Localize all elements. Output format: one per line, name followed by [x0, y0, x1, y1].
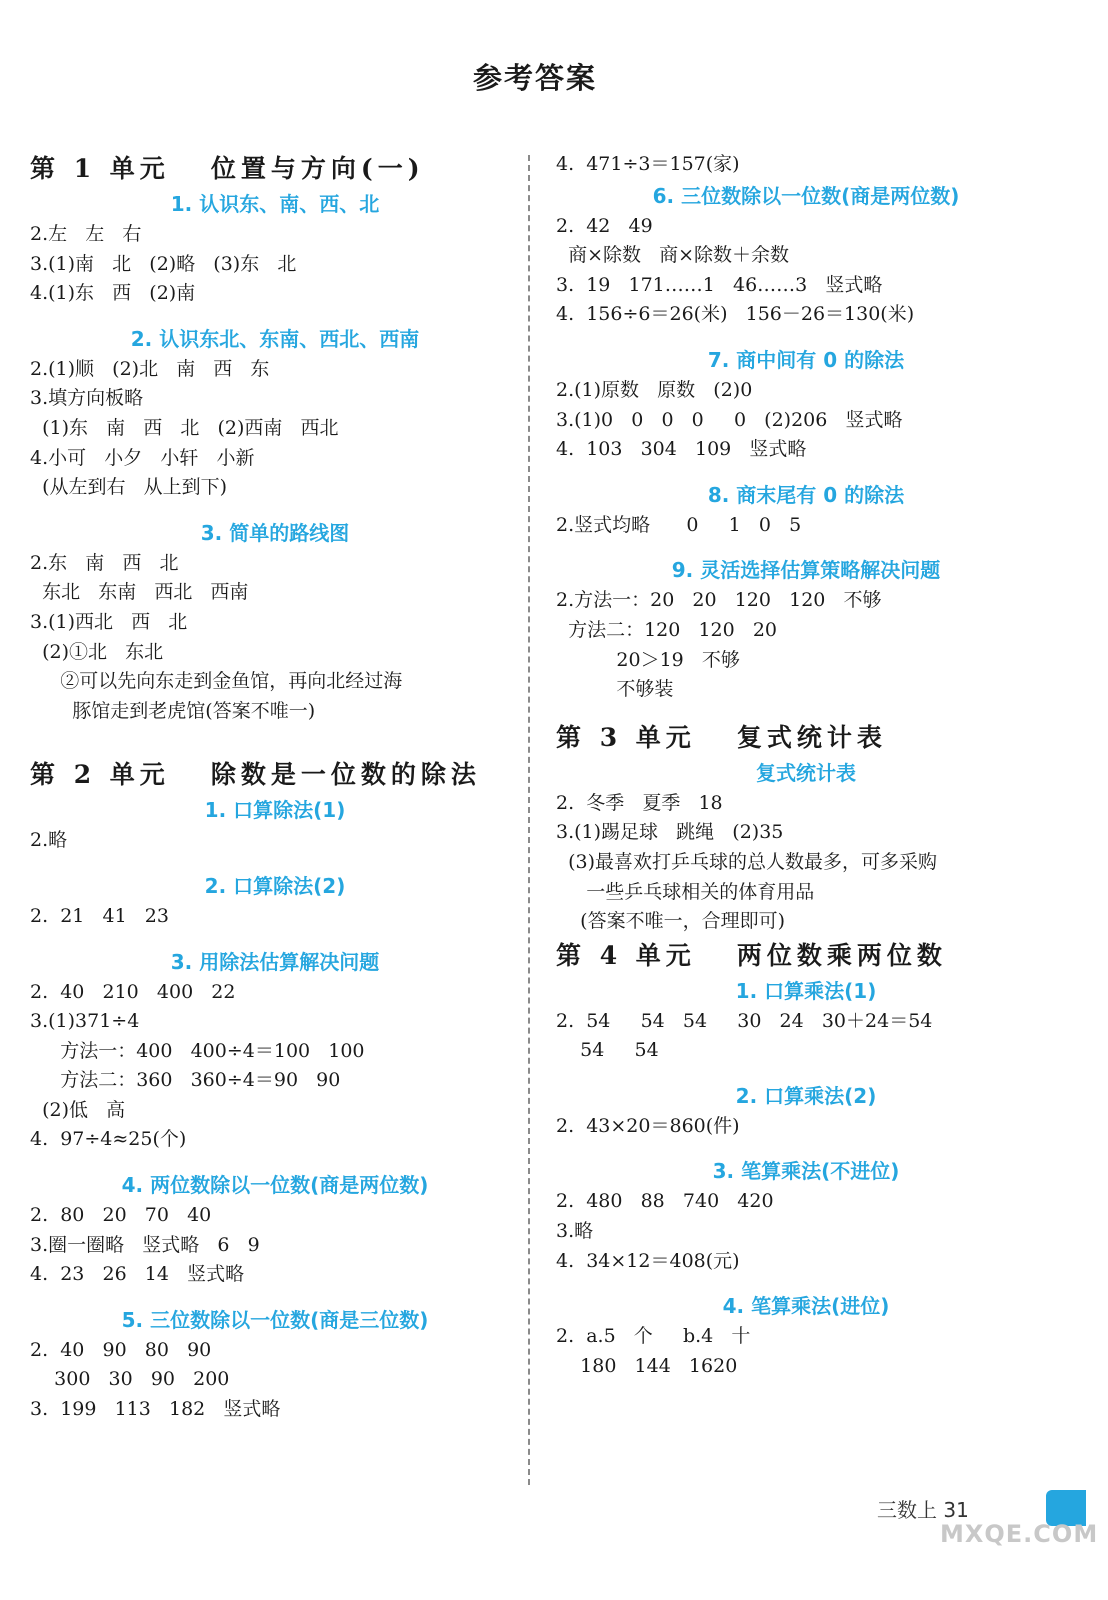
- section-heading: 5. 三位数除以一位数(商是三位数): [121, 1307, 429, 1332]
- answer-line: 不够装: [556, 678, 674, 701]
- answer-line: 4. 34×12＝408(元): [556, 1249, 740, 1272]
- answer-line: 一些乒乓球相关的体育用品: [556, 880, 815, 903]
- answer-line: 2.左 左 右: [30, 223, 142, 245]
- answer-line: 东北 东南 西北 西南: [30, 581, 249, 604]
- section-heading: 6. 三位数除以一位数(商是两位数): [652, 183, 960, 208]
- answer-line: 商×除数 商×除数＋余数: [556, 244, 790, 267]
- answer-line: 3.(1)南 北 (2)略 (3)东 北: [30, 252, 297, 275]
- answer-line: 4.(1)东 西 (2)南: [30, 282, 196, 305]
- answer-line: 2. 40 210 400 22: [30, 980, 236, 1003]
- answer-line: 3.(1)西北 西 北: [30, 610, 188, 633]
- section-heading: 8. 商末尾有 0 的除法: [707, 482, 905, 507]
- answer-line: 2.竖式均略 0 1 0 5: [556, 513, 802, 536]
- section-heading: 7. 商中间有 0 的除法: [707, 347, 905, 372]
- answer-line: 3.填方向板略: [30, 387, 144, 410]
- answer-line: 4. 97÷4≈25(个): [30, 1128, 187, 1151]
- answer-line: (2)①北 东北: [30, 640, 164, 663]
- answer-line: 300 30 90 200: [30, 1368, 230, 1391]
- answer-line: 4. 471÷3＝157(家): [556, 153, 740, 175]
- section-heading: 4. 两位数除以一位数(商是两位数): [121, 1173, 429, 1198]
- spacer: [556, 1276, 1056, 1290]
- answer-line: (从左到右 从上到下): [30, 476, 228, 499]
- answer-line: (2)低 高: [30, 1098, 126, 1121]
- spacer: [556, 705, 1056, 719]
- unit-heading: 第 1 单元 位置与方向(一): [30, 154, 425, 183]
- page-title: 参考答案: [472, 61, 597, 95]
- answer-line: 3. 19 171……1 46……3 竖式略: [556, 273, 883, 296]
- answer-line: 2. 480 88 740 420: [556, 1190, 774, 1213]
- spacer: [30, 503, 520, 517]
- spacer: [556, 1141, 1056, 1155]
- answer-line: 方法一：400 400÷4＝100 100: [30, 1039, 365, 1062]
- answer-line: 4.小可 小夕 小轩 小新: [30, 446, 255, 469]
- answer-line: 2. 54 54 54 30 24 30＋24＝54: [556, 1009, 933, 1032]
- spacer: [30, 309, 520, 323]
- answer-line: 3.(1)0 0 0 0 0 (2)206 竖式略: [556, 408, 903, 431]
- answer-line: 20＞19 不够: [556, 648, 740, 671]
- spacer: [30, 1290, 520, 1304]
- answer-line: 2. 43×20＝860(件): [556, 1114, 740, 1137]
- spacer: [556, 330, 1056, 344]
- answer-line: (3)最喜欢打乒乓球的总人数最多，可多采购: [556, 850, 937, 873]
- unit-heading: 第 2 单元 除数是一位数的除法: [30, 760, 481, 790]
- unit-heading: 第 3 单元 复式统计表: [556, 722, 887, 752]
- answer-line: 豚馆走到老虎馆(答案不唯一): [30, 699, 316, 722]
- spacer: [556, 465, 1056, 479]
- section-heading: 1. 认识东、南、西、北: [170, 192, 380, 216]
- spacer: [30, 726, 520, 756]
- page-footer: 三数上 31: [877, 1498, 969, 1522]
- answer-line: 180 144 1620: [556, 1354, 738, 1377]
- answer-line: 3.圈一圈略 竖式略 6 9: [30, 1233, 260, 1256]
- section-heading: 3. 笔算乘法(不进位): [712, 1159, 900, 1184]
- answer-line: 方法二：120 120 20: [556, 618, 778, 641]
- section-heading: 2. 口算乘法(2): [735, 1083, 877, 1108]
- answer-line: 2. 42 49: [556, 214, 653, 237]
- column-divider: [528, 155, 530, 1485]
- spacer: [556, 540, 1056, 554]
- spacer: [30, 932, 520, 946]
- answer-line: 2. 40 90 80 90: [30, 1338, 212, 1361]
- section-heading: 1. 口算除法(1): [204, 798, 346, 823]
- unit-heading: 第 4 单元 两位数乘两位数: [556, 940, 947, 970]
- answer-line: 3.(1)371÷4: [30, 1010, 140, 1033]
- section-heading: 复式统计表: [756, 760, 856, 785]
- answer-line: 2.(1)顺 (2)北 南 西 东: [30, 357, 270, 380]
- answer-line: (答案不唯一，合理即可): [556, 910, 785, 933]
- answer-line: 3. 199 113 182 竖式略: [30, 1398, 281, 1421]
- answer-line: 方法二：360 360÷4＝90 90: [30, 1069, 341, 1092]
- answer-line: 2.(1)原数 原数 (2)0: [556, 378, 753, 401]
- answer-line: (1)东 南 西 北 (2)西南 西北: [30, 416, 339, 439]
- answer-line: 2. a.5 个 b.4 十: [556, 1325, 751, 1348]
- answer-line: 4. 156÷6＝26(米) 156－26＝130(米): [556, 303, 915, 326]
- answer-line: 4. 103 304 109 竖式略: [556, 438, 807, 461]
- section-heading: 3. 用除法估算解决问题: [170, 949, 380, 974]
- section-heading: 4. 笔算乘法(进位): [722, 1294, 890, 1319]
- spacer: [556, 1066, 1056, 1080]
- answer-line: 3.(1)踢足球 跳绳 (2)35: [556, 821, 784, 844]
- answer-line: 2. 21 41 23: [30, 904, 169, 927]
- answer-line: 3.略: [556, 1220, 594, 1243]
- section-heading: 2. 口算除法(2): [204, 873, 346, 898]
- spacer: [30, 856, 520, 870]
- section-heading: 9. 灵活选择估算策略解决问题: [671, 558, 941, 583]
- section-heading: 1. 口算乘法(1): [735, 978, 877, 1003]
- answer-line: 2. 80 20 70 40: [30, 1204, 212, 1227]
- answer-line: 4. 23 26 14 竖式略: [30, 1263, 245, 1286]
- answer-line: 2.东 南 西 北: [30, 551, 179, 574]
- answer-line: 54 54: [556, 1039, 659, 1062]
- section-heading: 3. 简单的路线图: [200, 520, 350, 545]
- answer-line: 2.略: [30, 829, 68, 852]
- answer-line: 2.方法一：20 20 120 120 不够: [556, 589, 882, 612]
- answer-line: ②可以先向东走到金鱼馆，再向北经过海: [30, 670, 403, 693]
- right-column: [556, 150, 1056, 1381]
- spacer: [30, 1155, 520, 1169]
- watermark: MXQE.COM: [940, 1520, 1099, 1548]
- answer-line: 2. 冬季 夏季 18: [556, 791, 723, 814]
- section-heading: 2. 认识东北、东南、西北、西南: [130, 326, 420, 351]
- left-column: [30, 150, 520, 1425]
